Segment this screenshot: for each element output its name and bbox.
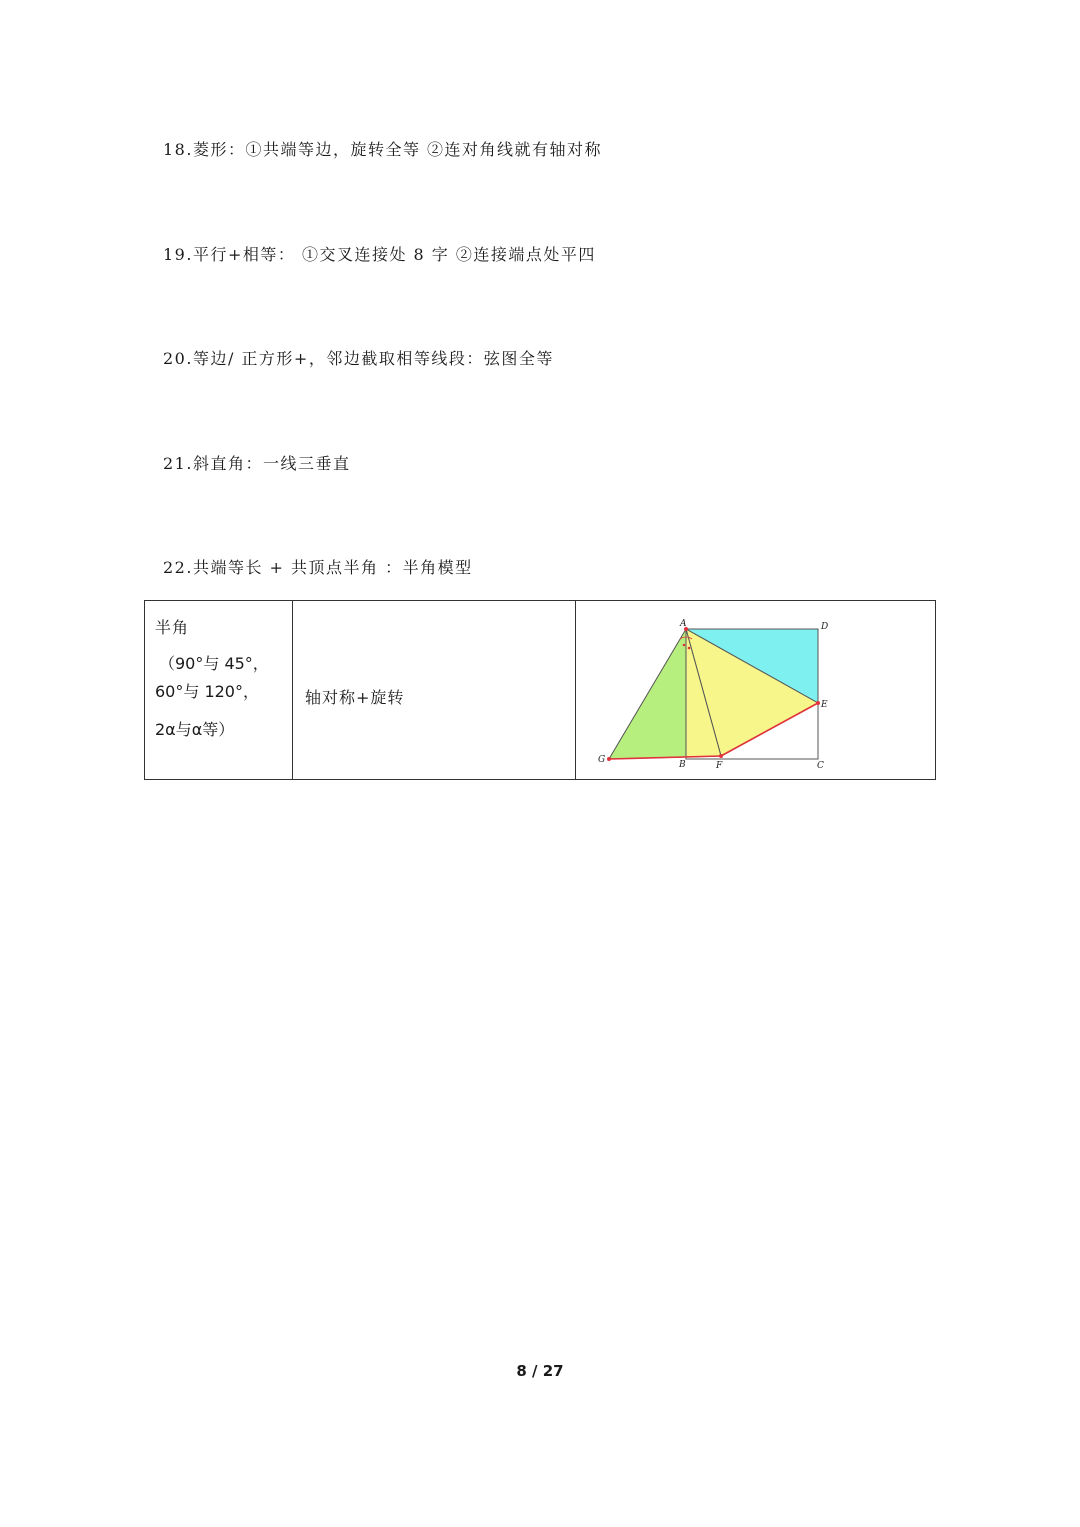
table-cell-name (145, 601, 293, 779)
item-19: 19.平行+相等： ①交叉连接处 8 字 ②连接端点处平四 (163, 245, 596, 264)
page-number: 8 / 27 (516, 1362, 564, 1380)
half-angle-figure (576, 601, 934, 779)
label-e: E (821, 700, 828, 710)
half-angle-title: 半角 (155, 618, 190, 637)
triangle-agb (609, 629, 686, 759)
method-text: 轴对称+旋转 (305, 688, 405, 707)
label-f: F (716, 761, 723, 771)
angle-dot (688, 647, 691, 650)
angle-pair-line-2: 60°与 120°， (155, 682, 259, 701)
angle-pair-line-3: 2α与α等） (155, 720, 235, 739)
label-c: C (817, 761, 824, 771)
point-e (816, 701, 820, 705)
point-g (607, 757, 611, 761)
table-cell-method (293, 601, 576, 779)
table-cell-figure (576, 601, 934, 779)
item-21: 21.斜直角：一线三垂直 (163, 454, 351, 473)
label-b: B (679, 760, 686, 770)
item-18: 18.菱形：①共端等边，旋转全等 ②连对角线就有轴对称 (163, 140, 603, 159)
point-f (719, 754, 723, 758)
half-angle-table (144, 600, 936, 780)
label-a: A (680, 619, 687, 629)
label-g: G (598, 755, 606, 765)
angle-pair-line-1: （90°与 45°， (159, 654, 269, 673)
item-22: 22.共端等长 + 共顶点半角 ：半角模型 (163, 558, 473, 577)
item-20: 20.等边/ 正方形+，邻边截取相等线段：弦图全等 (163, 349, 554, 368)
label-d: D (821, 622, 829, 632)
angle-dot (683, 644, 686, 647)
